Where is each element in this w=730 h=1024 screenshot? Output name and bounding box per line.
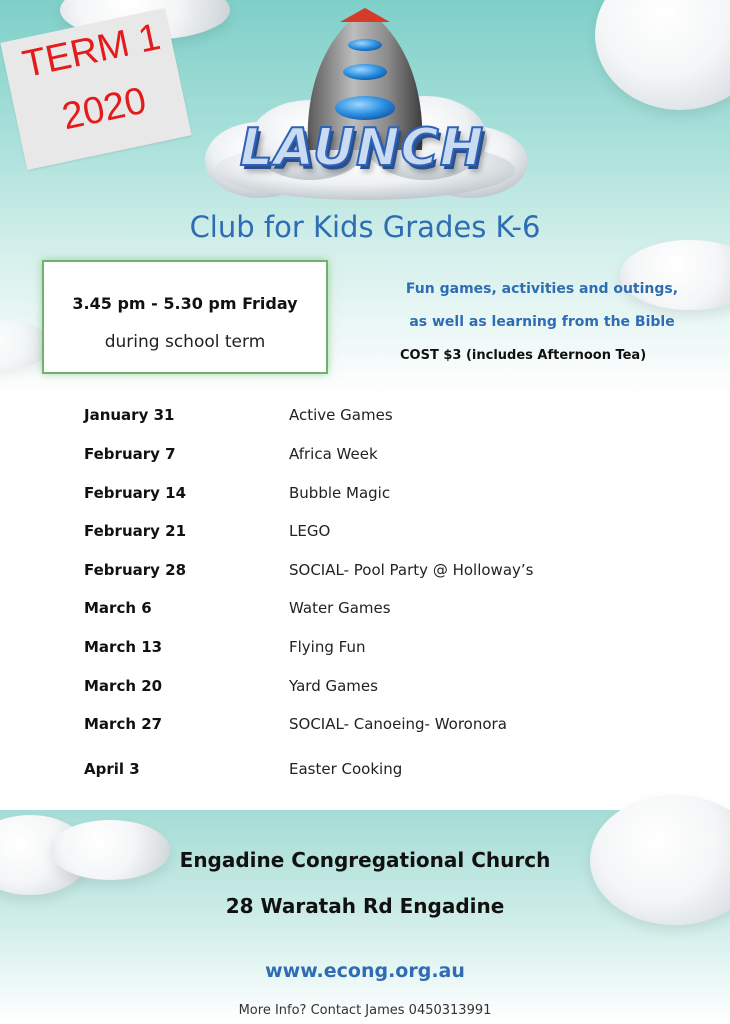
- term-year: 2020: [58, 79, 150, 139]
- time-box: [42, 260, 328, 374]
- church-name: Engadine Congregational Church: [179, 848, 551, 872]
- schedule-date: February 14: [84, 484, 187, 502]
- church-address: 28 Waratah Rd Engadine: [225, 894, 505, 918]
- schedule-activity: SOCIAL- Canoeing- Woronora: [289, 715, 507, 733]
- schedule-activity: Water Games: [289, 599, 391, 617]
- schedule-date: February 21: [84, 522, 187, 540]
- schedule-date: February 7: [84, 445, 176, 463]
- website-link[interactable]: www.econg.org.au: [265, 960, 465, 982]
- schedule-date: April 3: [84, 760, 140, 778]
- session-note: during school term: [104, 332, 266, 352]
- schedule-activity: Active Games: [289, 406, 393, 424]
- schedule-date: March 13: [84, 638, 163, 656]
- session-time: 3.45 pm - 5.30 pm Friday: [72, 294, 298, 313]
- schedule-date: February 28: [84, 561, 187, 579]
- schedule-date: March 6: [84, 599, 152, 617]
- schedule-activity: LEGO: [289, 522, 331, 540]
- info-line-activities: Fun games, activities and outings,: [405, 281, 679, 297]
- schedule-activity: Easter Cooking: [289, 760, 403, 778]
- schedule-activity: Flying Fun: [289, 638, 366, 656]
- launch-logo-text: LAUNCH: [239, 118, 485, 178]
- schedule-activity: Bubble Magic: [289, 484, 391, 502]
- schedule-date: January 31: [84, 406, 175, 424]
- cost-label: COST $3 (includes Afternoon Tea): [400, 348, 647, 363]
- contact-info: More Info? Contact James 0450313991: [238, 1003, 492, 1018]
- page-subtitle: Club for Kids Grades K-6: [189, 210, 541, 244]
- info-line-bible: as well as learning from the Bible: [409, 314, 675, 330]
- schedule-activity: Africa Week: [289, 445, 378, 463]
- schedule-activity: Yard Games: [289, 677, 378, 695]
- schedule-date: March 20: [84, 677, 163, 695]
- schedule-activity: SOCIAL- Pool Party @ Holloway’s: [289, 561, 534, 579]
- schedule-date: March 27: [84, 715, 163, 733]
- term-label: TERM 1: [19, 15, 165, 87]
- launch-logo: [200, 0, 530, 205]
